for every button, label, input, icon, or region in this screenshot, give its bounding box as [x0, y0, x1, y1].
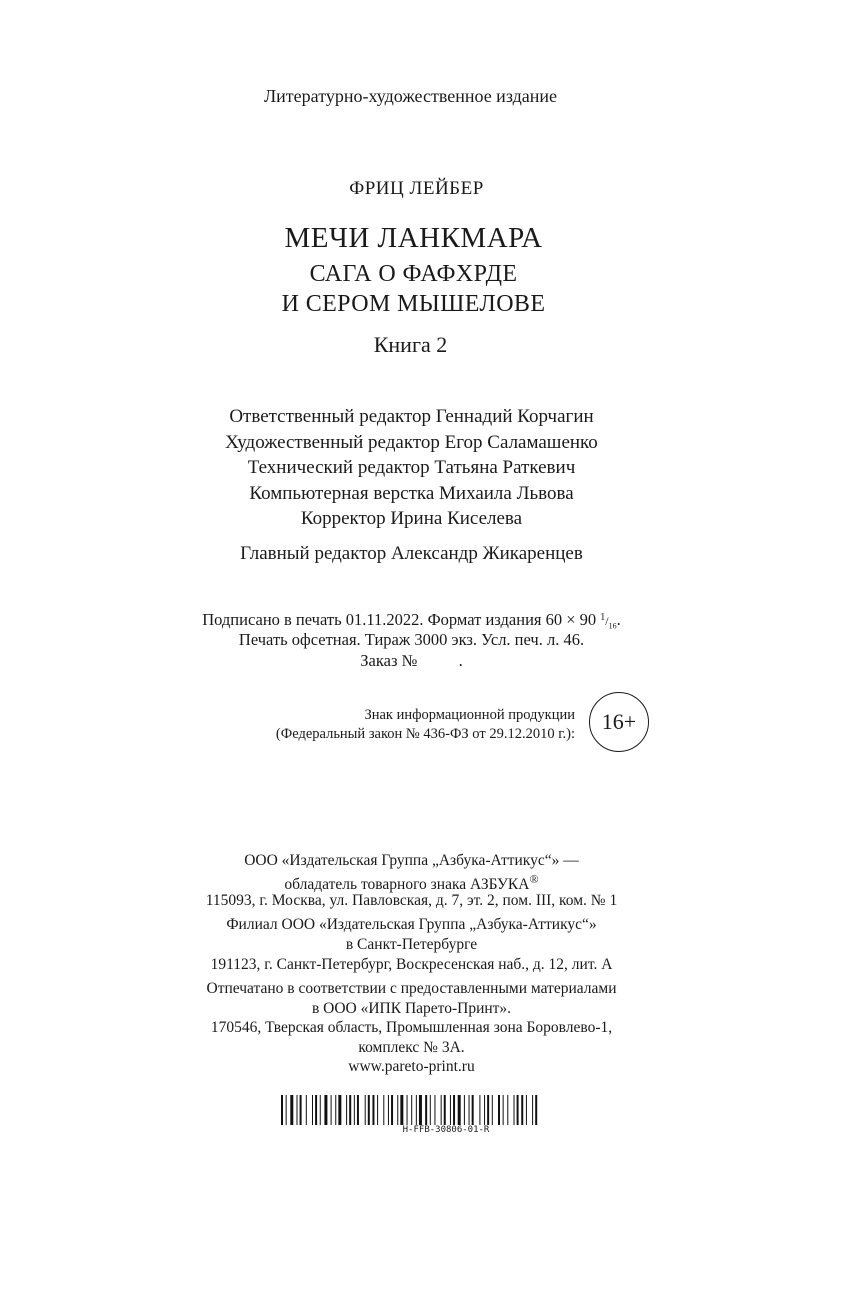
publisher-address: 115093, г. Москва, ул. Павловская, д. 7, эт. 2, пом. III, ком. № 1 [205, 892, 618, 909]
barcode-bar [479, 1095, 480, 1125]
barcode-bar [391, 1095, 393, 1125]
barcode-bar [517, 1095, 519, 1125]
barcode-bar [507, 1095, 508, 1125]
barcode-bar [388, 1095, 389, 1125]
format-fraction: $^1/_{16}$ [600, 612, 617, 631]
age-sign-label-line-1: Знак информационной продукции [364, 707, 575, 723]
barcode-bar [320, 1095, 321, 1125]
branch-address: 191123, г. Санкт-Петербург, Воскресенская наб., д. 12, лит. А [210, 956, 613, 973]
printer-line: Отпечатано в соответствии с предоставленными материалами [206, 980, 617, 997]
barcode-bar [487, 1095, 489, 1125]
barcode-bar [469, 1095, 470, 1125]
barcode-bar [407, 1095, 408, 1125]
book-number: Книга 2 [373, 332, 448, 357]
barcode-bar [297, 1095, 298, 1125]
barcode-bar [503, 1095, 504, 1125]
barcode-bar [383, 1095, 384, 1125]
branch-line: Филиал ООО «Издательская Группа „Азбука-Аттикус“» [226, 916, 597, 933]
printer-address: 170546, Тверская область, Промышленная зона Боровлево-1, [210, 1019, 613, 1036]
trademark-text: обладатель товарного знака АЗБУКА [284, 876, 530, 894]
barcode-bar [453, 1095, 455, 1125]
barcode-bar [400, 1095, 403, 1125]
barcode-bar [425, 1095, 427, 1125]
printer-website: www.pareto-print.ru [348, 1058, 475, 1075]
barcode-bar [411, 1095, 412, 1125]
format-denominator: 16 [608, 621, 617, 631]
staff-line: Корректор Ирина Киселева [300, 508, 523, 529]
genre-label: Литературно-художественное издание [263, 86, 558, 106]
barcode-image [281, 1095, 611, 1125]
barcode-bar [372, 1095, 374, 1125]
barcode-bar [535, 1095, 537, 1125]
barcode-bar [338, 1095, 341, 1125]
barcode-bar [306, 1095, 307, 1125]
age-rating-badge [589, 692, 649, 752]
barcode-bar [346, 1095, 347, 1125]
order-number-line: Заказ № . [360, 651, 463, 670]
barcode-bar [526, 1095, 527, 1125]
barcode-bar [349, 1095, 351, 1125]
registered-mark: ® [529, 872, 539, 886]
staff-line: Ответственный редактор Геннадий Корчагин [229, 406, 594, 427]
barcode-bar [315, 1095, 317, 1125]
barcode-bar [441, 1095, 442, 1125]
barcode-text: H-FFB-30806-01-R [402, 1125, 490, 1135]
print-info-line-1: Подписано в печать 01.11.2022. Формат издания 60 × 90 $^1/_{16}$. [202, 610, 621, 631]
subtitle-line-2: И СЕРОМ МЫШЕЛОВЕ [281, 291, 546, 317]
age-rating-text: 16+ [601, 709, 637, 734]
barcode-bar [521, 1095, 523, 1125]
subtitle-line-1: САГА О ФАФХРДЕ [309, 261, 518, 287]
age-sign-label [240, 706, 575, 744]
barcode-bar [458, 1095, 461, 1125]
barcode-bar [377, 1095, 378, 1125]
barcode-bar [286, 1095, 287, 1125]
barcode-bar [498, 1095, 500, 1125]
barcode-bar [419, 1095, 422, 1125]
barcode-bar [281, 1095, 283, 1125]
staff-line: Технический редактор Татьяна Раткевич [247, 457, 576, 478]
barcode-bar [416, 1095, 417, 1125]
print-info-line-2: Печать офсетная. Тираж 3000 экз. Усл. печ. л. 46. [238, 630, 585, 649]
barcode-bar [434, 1095, 435, 1125]
barcode-bar [312, 1095, 313, 1125]
publisher-line: ООО «Издательская Группа „Азбука-Аттикус“» — [244, 852, 579, 869]
barcode-bar [397, 1095, 398, 1125]
printer-name: в ООО «ИПК Парето-Принт». [311, 1000, 512, 1017]
barcode-bar [357, 1095, 359, 1125]
barcode-bar [324, 1095, 327, 1125]
barcode-bar [335, 1095, 336, 1125]
barcode-bar [514, 1095, 515, 1125]
barcode-bar [472, 1095, 474, 1125]
barcode-bar [331, 1095, 332, 1125]
barcode-bar [532, 1095, 533, 1125]
barcode-bar [430, 1095, 431, 1125]
barcode-bar [444, 1095, 446, 1125]
barcode-bar [368, 1095, 370, 1125]
printer-address-complex: комплекс № 3А. [358, 1039, 465, 1056]
book-title: МЕЧИ ЛАНКМАРА [284, 222, 543, 254]
age-sign-label-line-2: (Федеральный закон № 436-ФЗ от 29.12.2010 г.): [275, 726, 575, 742]
barcode-bar [484, 1095, 485, 1125]
barcode-bar [464, 1095, 465, 1125]
chief-editor-line: Главный редактор Александр Жикаренцев [240, 543, 583, 564]
print-info-text: Подписано в печать 01.11.2022. Формат издания 60 × 90 [202, 610, 597, 629]
barcode-bar [354, 1095, 355, 1125]
barcode-bar [492, 1095, 493, 1125]
branch-city: в Санкт-Петербурге [345, 936, 478, 953]
staff-line: Компьютерная верстка Михаила Львова [249, 483, 574, 504]
format-numerator: 1 [600, 612, 606, 623]
barcode-bar [450, 1095, 451, 1125]
staff-line: Художественный редактор Егор Саламашенко [225, 432, 598, 453]
barcode-bar [290, 1095, 293, 1125]
barcode-bar [300, 1095, 302, 1125]
publisher-trademark-line [0, 872, 840, 894]
barcode-bar [365, 1095, 366, 1125]
author-name: ФРИЦ ЛЕЙБЕР [349, 178, 484, 199]
